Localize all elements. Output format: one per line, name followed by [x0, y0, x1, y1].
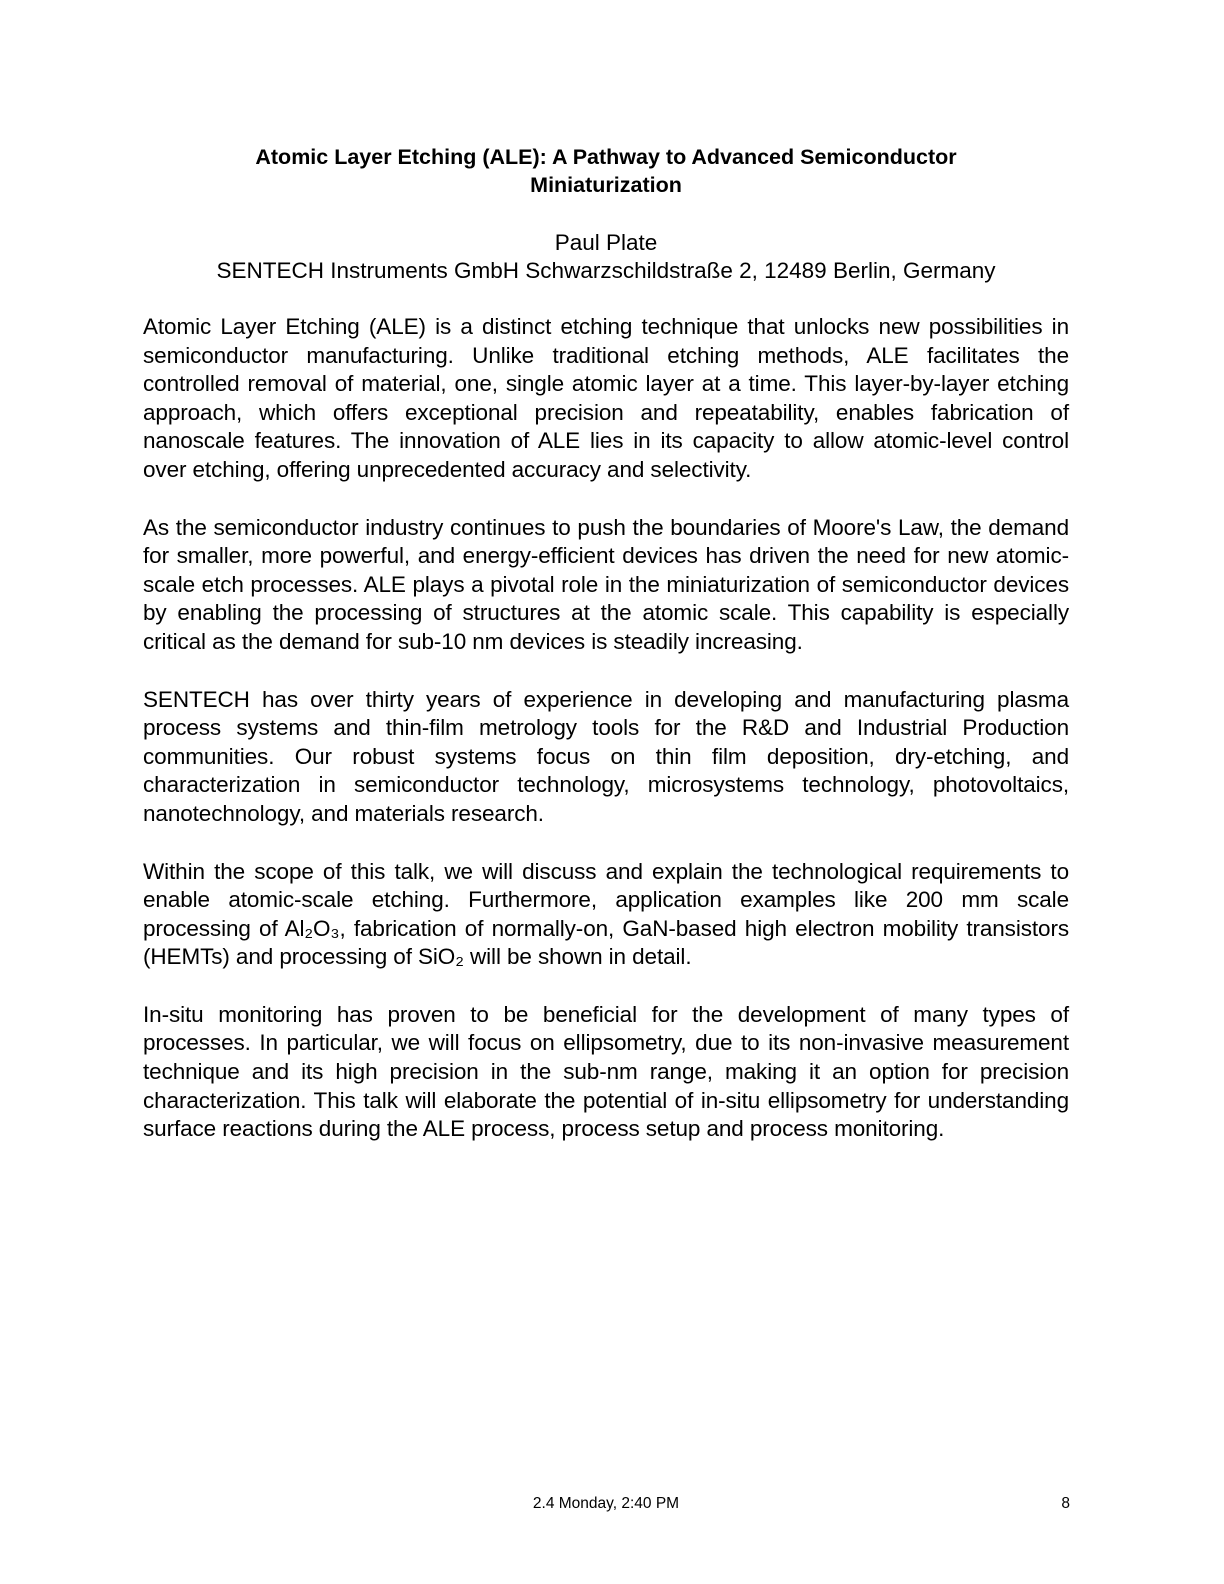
footer-session-time: 2.4 Monday, 2:40 PM	[532, 1495, 680, 1512]
paragraph-moores-law: As the semiconductor industry continues to push the boundaries of Moore's Law, the demand for smaller, more powerful, and energy-efficient devices has driven the need for new atomic-scale etch processes. ALE plays a pivotal role in the miniaturization of semiconductor devices by enabling the processing of structures at the atomic scale. This capability is especially critical as the demand for sub-10 nm devices is steadily increasing.	[143, 514, 1069, 654]
paragraph-sentech: SENTECH has over thirty years of experience in developing and manufacturing plasma process systems and thin-film metrology tools for the R&D and Industrial Production communities. Our robust systems focus on thin film deposition, dry-etching, and characterization in semiconductor technology, microsystems technology, photovoltaics, nanotechnology, and materials research.	[143, 686, 1069, 826]
paragraph-talk-scope: Within the scope of this talk, we will discuss and explain the technological requirements to enable atomic-scale etching. Furthermore, application examples like 200 mm scale processing of Al₂O₃, fabrication of normally-on, GaN-based high electron mobility transistors (HEMTs) and processing of SiO₂ will be shown in detail.	[143, 858, 1069, 970]
paragraph-in-situ: In-situ monitoring has proven to be beneficial for the development of many types of processes. In particular, we will focus on ellipsometry, due to its non-invasive measurement technique and its high precision in the sub-nm range, making it an option for precision characterization. This talk will elaborate the potential of in-situ ellipsometry for understanding surface reactions during the ALE process, process setup and process monitoring.	[143, 1001, 1069, 1142]
author-affiliation: SENTECH Instruments GmbH Schwarzschildstraße 2, 12489 Berlin, Germany	[216, 258, 996, 283]
paper-title: Atomic Layer Etching (ALE): A Pathway to Advanced Semiconductor Miniaturization	[255, 145, 957, 197]
footer-page-number: 8	[1061, 1495, 1070, 1512]
paragraph-intro: Atomic Layer Etching (ALE) is a distinct etching technique that unlocks new possibilities in semiconductor manufacturing. Unlike traditional etching methods, ALE facilitates the controlled removal of material, one, single atomic layer at a time. This layer-by-layer etching approach, which offers exceptional precision and repeatability, enables fabrication of nanoscale features. The innovation of ALE lies in its capacity to allow atomic-level control over etching, offering unprecedented accuracy and selectivity.	[143, 314, 1069, 482]
author-name: Paul Plate	[554, 230, 658, 255]
abstract-body	[143, 313, 1069, 1173]
